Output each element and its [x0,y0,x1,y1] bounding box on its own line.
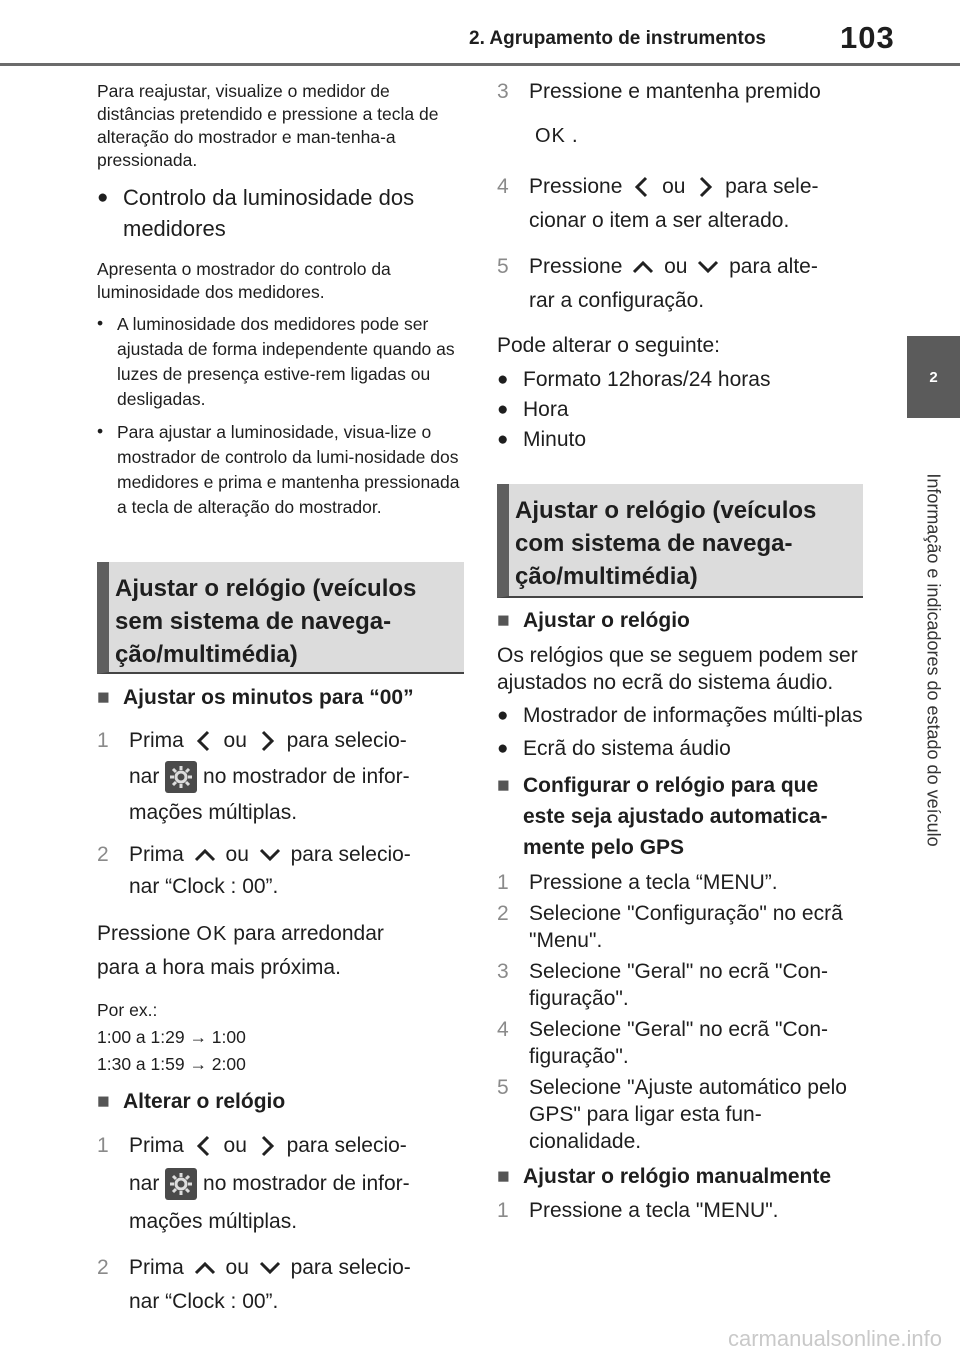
section-box-no-nav: Ajustar o relógio (veículos sem sistema de navega-ção/multimédia) [97,562,464,674]
watermark: carmanualsonline.info [727,1326,942,1351]
subheading-minutes: ■ Ajustar os minutos para “00” [97,682,464,713]
ok-button-icon: OK [196,923,228,945]
chevron-left-icon [628,173,656,201]
example-1: 1:00 a 1:29 → 1:00 [97,1027,246,1047]
bullet-dot-icon: ● [497,399,509,420]
gps-steps [497,869,863,1155]
right-column [497,76,863,455]
brightness-paragraph: Apresenta o mostrador do controlo da luminosidade dos medidores. [97,259,391,302]
chapter-side-label-text: Informação e indicadores do estado do veículo [923,473,944,847]
subheading-gps: ■ Configurar o relógio para que este seja ajustado automatica-mente pelo GPS [497,770,863,863]
square-bullet-icon: ■ [497,1165,510,1188]
chapter-tab: 2 [907,336,960,418]
step-1: 1 Prima ou para selecio- nar no mostrador de infor- mações múltiplas. [97,729,410,824]
list-item: ● Hora [497,395,863,425]
gps-step: 4 Selecione "Geral" no ecrã "Con-figuração". [497,1018,829,1068]
chevron-up-icon [628,256,658,278]
chapter-side-label [893,435,960,885]
example-2: 1:30 a 1:59 → 2:00 [97,1054,246,1074]
bullet-dot-icon: ● [497,369,509,390]
step-1b: 1 Prima ou para selecio- nar no mostrador de infor- mações múltiplas. [97,1134,410,1233]
bullet-dot-icon: ● [97,187,109,208]
ok-button-icon: OK [535,125,566,147]
chevron-down-icon [255,844,285,866]
chevron-up-icon [190,1257,220,1279]
adjust-clock-paragraph: Os relógios que se seguem podem ser ajustados no ecrã do sistema áudio. [497,644,858,694]
intro-paragraph: Para reajustar, visualize o medidor de distâncias pretendido e pressione a tecla de alteração do mostrador e man-tenha-a pressionada. [97,81,439,170]
heading-brightness-text: Controlo da luminosidade dos medidores [123,185,415,241]
list-item: • A luminosidade dos medidores pode ser ajustada de forma independente quando as luzes de presença estive-rem ligadas ou desligadas. [97,313,455,409]
bullet-dot-icon: ● [497,705,509,726]
press-ok-paragraph: Pressione OK para arredondar para a hora mais próxima. [97,917,464,985]
step-3: 3 Pressione e mantenha premido OK . [497,76,863,152]
list-item: ● Ecrã do sistema áudio [497,737,731,760]
step-5: 5 Pressione ou para alte- rar a configuração. [497,255,818,312]
gps-step: 5 Selecione "Ajuste automático pelo GPS" para ligar esta fun-cionalidade. [497,1076,847,1153]
step-2b: 2 Prima ou para selecio- nar “Clock : 00”. [97,1256,411,1313]
square-bullet-icon: ■ [497,609,510,632]
list-item: • Para ajustar a luminosidade, visua-lize o mostrador de controlo da lumi-nosidade dos medidores e prima e mantenha pressionada a tecla de alteração do mostrador. [97,421,460,517]
chevron-right-icon [253,1132,281,1160]
settings-gear-icon [165,761,197,793]
bullet-dot-icon: ● [497,429,509,450]
square-bullet-icon: ■ [97,686,110,709]
left-column-lower [97,682,464,1319]
right-column-lower [497,605,863,1226]
square-bullet-icon: ■ [497,774,510,797]
bullet-dot-icon: ● [497,738,509,759]
subheading-adjust-clock: ■ Ajustar o relógio [497,605,863,636]
running-header-title: 2. Agrupamento de instrumentos [469,28,766,49]
step-4: 4 Pressione ou para sele- cionar o item a ser alterado. [497,175,819,232]
chevron-left-icon [190,1132,218,1160]
chevron-down-icon [255,1257,285,1279]
gps-step: 1 Pressione a tecla “MENU”. [497,871,778,894]
step-2: 2 Prima ou para selecio- nar “Clock : 00”. [97,843,411,898]
list-item: ● Minuto [497,425,863,455]
chevron-up-icon [190,844,220,866]
page-number: 103 [840,20,895,55]
section-box-with-nav: Ajustar o relógio (veículos com sistema de navega-ção/multimédia) [497,484,863,598]
settings-gear-icon [165,1168,197,1200]
gps-step: 2 Selecione "Configuração" no ecrã "Menu". [497,902,843,952]
heading-brightness [97,182,464,244]
list-item: ● Mostrador de informações múlti-plas [497,704,863,727]
chevron-right-icon [691,173,719,201]
chevron-right-icon [253,727,281,755]
gps-step: 3 Selecione "Geral" no ecrã "Con-figuração". [497,960,829,1010]
chevron-left-icon [190,727,218,755]
header-rule [0,63,960,66]
can-change-paragraph: Pode alterar o seguinte: [497,334,720,357]
square-bullet-icon: ■ [97,1090,110,1113]
manual-step-1: 1 Pressione a tecla "MENU". [497,1199,779,1222]
subheading-change-clock: ■ Alterar o relógio [97,1086,464,1117]
subheading-manual: ■ Ajustar o relógio manualmente [497,1161,863,1192]
left-column [97,80,464,520]
example-label: Por ex.: [97,1000,158,1020]
list-item: ● Formato 12horas/24 horas [497,365,863,395]
chevron-down-icon [693,256,723,278]
